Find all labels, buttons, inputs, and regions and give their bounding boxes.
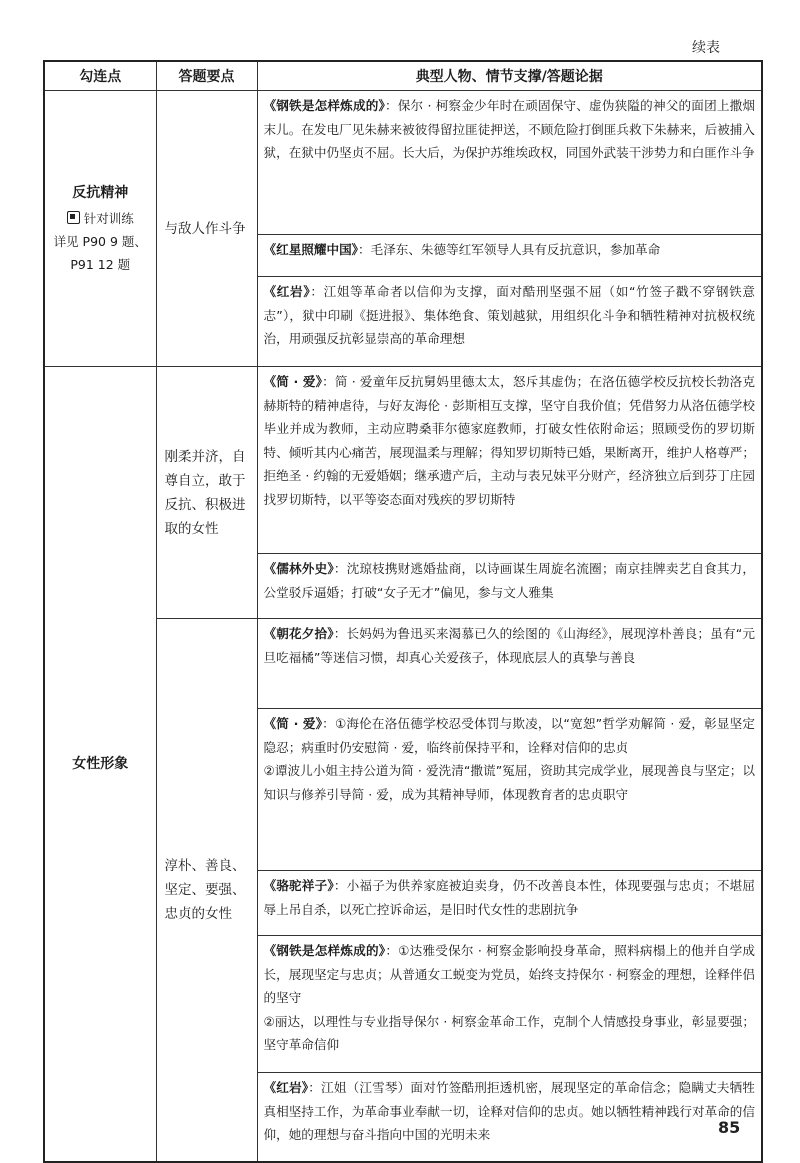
evidence-cell: 《钢铁是怎样炼成的》：保尔 · 柯察金少年时在顽固保守、虚伪狭隘的神父的面团上撒烟末儿。在发电厂见朱赫来被彼得留拉匪徒押送，不顾危险打倒匪兵救下朱赫来，后被捕入狱，在狱中仍坚贞不屈。长大后，为保护苏维埃政权，同国外武装干涉势力和白匪作斗争 [257,91,762,235]
table-row [44,91,762,235]
evidence-cell: 《简 · 爱》：简 · 爱童年反抗舅妈里德太太，怒斥其虚伪；在洛伍德学校反抗校长勃洛克赫斯特的精神虐待，与好友海伦 · 彭斯相互支撑，坚守自我价值；凭借努力从洛伍德学校毕业并成为教师，主动应聘桑菲尔德家庭教师，打破女性依附命运；照顾受伤的罗切斯特、倾听其内心痛苦，展现温柔与理解；得知罗切斯特已婚，果断离开，维护人格尊严；拒绝圣 · 约翰的无爱婚姻；继承遗产后，主动与表兄妹平分财产，经济独立后到芬丁庄园找罗切斯特，以平等姿态面对残疾的罗切斯特 [257,367,762,554]
answer-point-kind-women: 淳朴、善良、坚定、要强、忠贞的女性 [156,619,257,1163]
evidence-cell: 《朝花夕拾》：长妈妈为鲁迅买来渴慕已久的绘图的《山海经》，展现淳朴善良；虽有“元旦吃福橘”等迷信习惯，却真心关爱孩子，体现底层人的真挚与善良 [257,619,762,709]
section-female-label: 女性形象 [72,756,129,772]
training-reference[interactable]: 针对训练 详见 P90 9 题、 P91 12 题 [53,211,147,272]
section-resistance-cell [44,91,156,367]
evidence-cell: 《红星照耀中国》：毛泽东、朱德等红军领导人具有反抗意识，参加革命 [257,235,762,277]
evidence-cell: 《儒林外史》：沈琼枝携财逃婚盐商，以诗画谋生周旋名流圈；南京挂牌卖艺自食其力，公堂驳斥逼婚；打破“女子无才”偏见，参与文人雅集 [257,554,762,619]
page-number: 85 [718,1118,741,1137]
reference-icon [67,211,80,224]
continued-label: 续表 [692,40,720,56]
evidence-cell: 《红岩》：江姐等革命者以信仰为支撑，面对酷刑坚强不屈（如“竹签子戳不穿钢铁意志”），狱中印刷《挺进报》、集体绝食、策划越狱，用组织化斗争和牺牲精神对抗极权统治，用顽强反抗彰显崇高的革命理想 [257,277,762,367]
header-row [44,61,762,91]
table-row [44,367,762,554]
evidence-cell: 《钢铁是怎样炼成的》：①达雅受保尔 · 柯察金影响投身革命，照料病榻上的他并自学成长，展现坚定与忠贞；从普通女工蜕变为党员，始终支持保尔 · 柯察金的理想，诠释伴侣的坚守 ②丽达，以理性与专业指导保尔 · 柯察金革命工作，克制个人情感投身事业，彰显要强；坚守革命信仰 [257,936,762,1073]
answer-point-fight-enemy: 与敌人作斗争 [156,91,257,367]
section-female-cell [44,367,156,1163]
header-link-point: 勾连点 [44,61,156,91]
evidence-cell: 《简 · 爱》：①海伦在洛伍德学校忍受体罚与欺凌，以“宽恕”哲学劝解简 · 爱，彰显坚定隐忍；病重时仍安慰简 · 爱，临终前保持平和，诠释对信仰的忠贞 ②谭波儿小姐主持公道为简 · 爱洗清“撒谎”冤屈，资助其完成学业，展现善良与坚定；以知识与修养引导简 · 爱，成为其精神导师，体现教育者的忠贞职守 [257,709,762,871]
section-resistance-label: 反抗精神 [72,185,129,201]
content-table [43,60,763,1163]
header-answer-point: 答题要点 [156,61,257,91]
evidence-cell: 《红岩》：江姐（江雪琴）面对竹签酷刑拒透机密，展现坚定的革命信念；隐瞒丈夫牺牲真相坚持工作，为革命事业奉献一切，诠释对信仰的忠贞。她以牺牲精神践行对革命的信仰，她的理想与奋斗指向中国的光明未来 [257,1073,762,1163]
evidence-cell: 《骆驼祥子》：小福子为供养家庭被迫卖身，仍不改善良本性，体现要强与忠贞；不堪屈辱上吊自杀，以死亡控诉命运，是旧时代女性的悲剧抗争 [257,871,762,936]
header-evidence: 典型人物、情节支撑/答题论据 [257,61,762,91]
answer-point-independent-women: 刚柔并济，自尊自立，敢于反抗、积极进取的女性 [156,367,257,619]
